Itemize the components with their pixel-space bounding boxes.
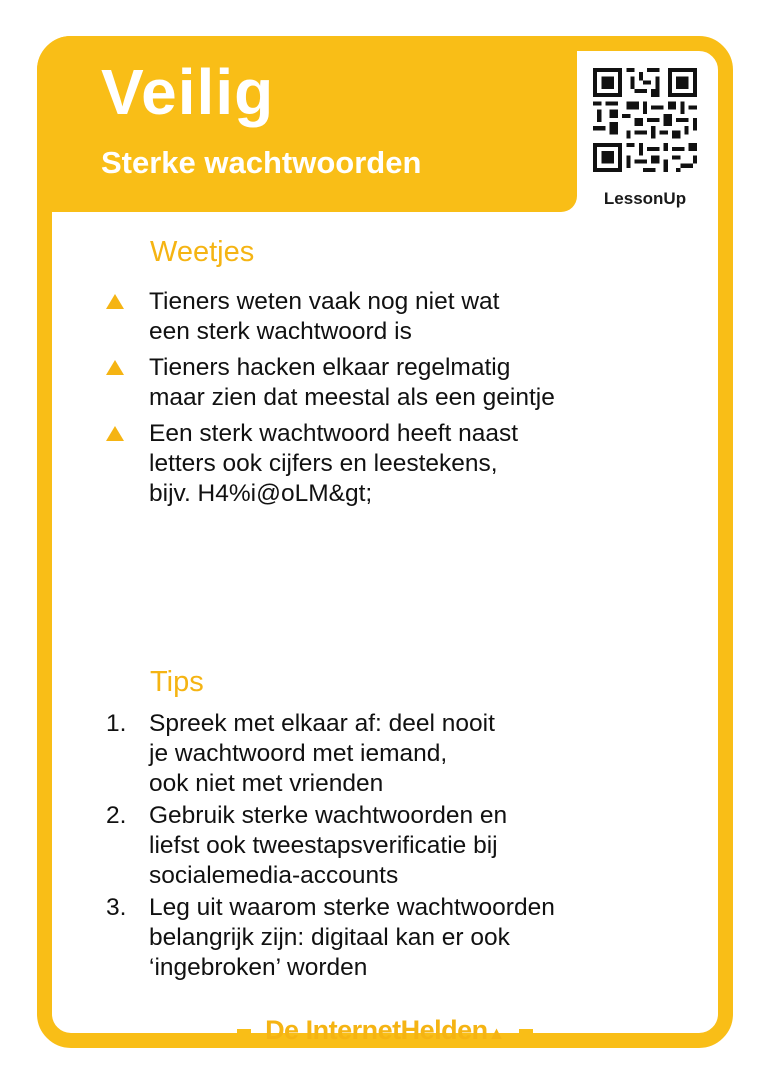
footer-divider: [237, 1029, 251, 1040]
page-subtitle: Sterke wachtwoorden: [101, 145, 422, 180]
qr-code-icon[interactable]: [593, 68, 697, 172]
brand-logo: De InternetHelden▲: [265, 1015, 505, 1045]
weetjes-heading: Weetjes: [150, 236, 255, 268]
tips-heading: Tips: [150, 666, 204, 698]
page-title: Veilig: [101, 56, 275, 128]
list-item: Tieners hacken elkaar regelmatig maar zien dat meestal als een geintje: [106, 353, 686, 413]
logo-triangle-icon: ▲: [487, 1023, 505, 1043]
triangle-bullet-icon: [106, 294, 124, 309]
list-item: Een sterk wachtwoord heeft naast letters ook cijfers en leestekens, bijv. H4%i@oLM&gt;: [106, 419, 686, 509]
list-number: 3.: [106, 894, 127, 921]
list-item: 1. Spreek met elkaar af: deel nooit je wachtwoord met iemand, ook niet met vrienden: [106, 710, 495, 797]
list-number: 2.: [106, 802, 127, 829]
list-item: 2. Gebruik sterke wachtwoorden en liefst ook tweestapsverificatie bij socialemedia-accounts: [106, 802, 508, 889]
list-item: 3. Leg uit waarom sterke wachtwoorden belangrijk zijn: digitaal kan er ook ‘ingebroken’ worden: [106, 894, 555, 981]
qr-label: LessonUp: [603, 189, 687, 208]
list-number: 1.: [106, 710, 127, 737]
weetjes-list: [106, 287, 686, 509]
list-item: Tieners weten vaak nog niet wat een sterk wachtwoord is: [106, 287, 686, 347]
tips-list: [106, 709, 686, 983]
footer-divider: [519, 1029, 533, 1040]
triangle-bullet-icon: [106, 360, 124, 375]
triangle-bullet-icon: [106, 426, 124, 441]
